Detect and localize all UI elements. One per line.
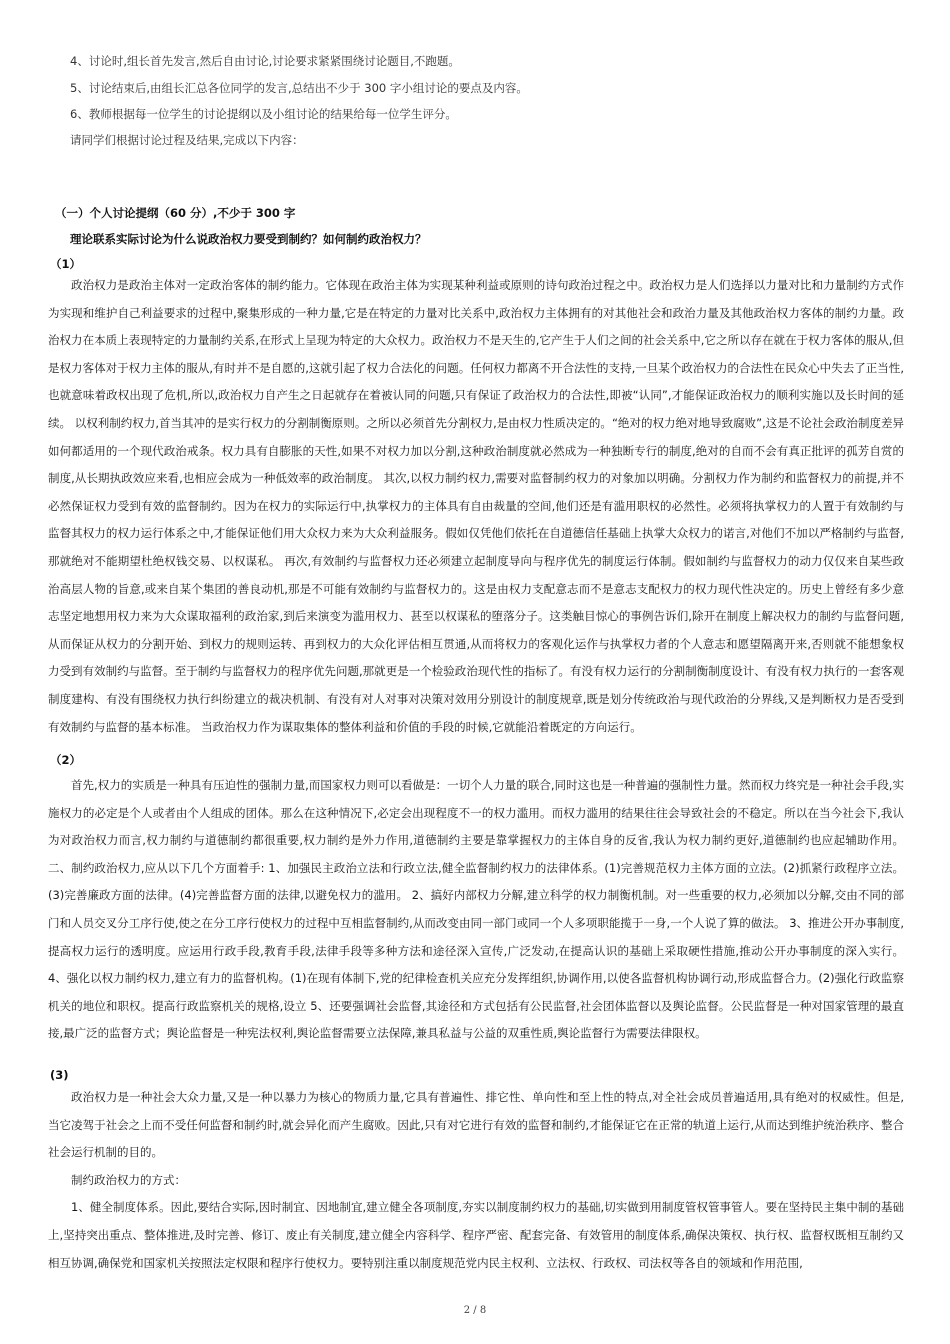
part-1-body bbox=[48, 272, 904, 741]
part-3-label: (3) bbox=[50, 1068, 69, 1082]
page-number: 2 / 8 bbox=[463, 1305, 487, 1316]
instruction-item-4: 4、讨论时,组长首先发言,然后自由讨论,讨论要求紧紧围绕讨论题目,不跑题。 bbox=[70, 54, 460, 68]
part-1-label: （1） bbox=[50, 257, 82, 271]
part-2-paragraph: 首先,权力的实质是一种具有压迫性的强制力量,而国家权力则可以看做是：一切个人力量的联合,同时这也是一种普遍的强制性力量。然而权力终究是一种社会手段,实施权力的必定是个人或者由个人组成的团体。那么在这种情况下,必定会出现程度不一的权力滥用。而权力滥用的结果往往会导致社会的不稳定。所以在当今社会下,我认为对政治权力而言,权力制约与道德制约都很重要,权力制约是外力作用,道德制约主要是靠掌握权力的主体自身的反省,我认为权力制约更好,道德制约也应起辅助作用。二、制约政治权力,应从以下几个方面着手: 1、加强民主政治立法和行政立法,健全监督制约权力的法律体系。(1)完善规范权力主体方面的立法。(2)抓紧行政程序立法。(3)完善廉政方面的法律。(4)完善监督方面的法律,以避免权力的滥用。 2、搞好内部权力分解,建立科学的权力制衡机制。对一些重要的权力,必须加以分解,交由不同的部门和人员交叉分工序行使,使之在分工序行使权力的过程中互相监督制约,从而改变由同一部门或同一个人多项职能揽于一身,一个人说了算的做法。 3、推进公开办事制度,提高权力运行的透明度。应运用行政手段,教育手段,法律手段等多种方法和途径深入宣传,广泛发动,在提高认识的基础上采取硬性措施,推动公开办事制度的深入实行。 4、强化以权力制约权力,建立有力的监督机构。(1)在现有体制下,党的纪律检查机关应充分发挥组织,协调作用,以使各监督机构协调行动,形成监督合力。(2)强化行政监察机关的地位和职权。提高行政监察机关的规格,设立 5、还要强调社会监督,其途径和方式包括有公民监督,社会团体监督以及舆论监督。公民监督是一种对国家管理的最直接,最广泛的监督方式；舆论监督是一种宪法权利,舆论监督需要立法保障,兼具私益与公益的双重性质,舆论监督行为需要法律限权。 bbox=[48, 778, 904, 1041]
discussion-question: 理论联系实际讨论为什么说政治权力要受到制约？如何制约政治权力？ bbox=[70, 232, 427, 246]
part-1-paragraph: 政治权力是政治主体对一定政治客体的制约能力。它体现在政治主体为实现某种利益或原则的诗句政治过程之中。政治权力是人们选择以力量对比和力量制约方式作为实现和维护自己利益要求的过程中,聚集形成的一种力量,它是在特定的力量对比关系中,政治权力主体拥有的对其他社会和政治力量及其他政治权力客体的制约力量。政治权力在本质上表现特定的力量制约关系,在形式上呈现为特定的大众权力。政治权力不是天生的,它产生于人们之间的社会关系中,它之所以存在就在于权力客体的服从,但是权力客体对于权力主体的服从,有时并不是自愿的,这就引起了权力合法化的问题。任何权力都离不开合法性的支持,一旦某个政治权力的合法性在民众心中失去了正当性,也就意味着政权出现了危机,所以,政治权力自产生之日起就存在着被认同的问题,只有保证了政治权力的合法性,即被“认同”,才能保证政治权力的顺利实施以及长时间的延续。 以权利制约权力,首当其冲的是实行权力的分割制衡原则。之所以必须首先分割权力,是由权力性质决定的。“绝对的权力绝对地导致腐败”,这是不论社会政治制度差异如何都适用的一个现代政治戒条。权力具有自膨胀的天性,如果不对权力加以分割,这种政治制度就必然成为一种独断专行的制度,绝对的自而不会有真正批评的孤芳自赏的制度,从长期执政效应来看,也相应会成为一种低效率的政治制度。 其次,以权力制约权力,需要对监督制约权力的对象加以明确。分割权力作为制约和监督权力的前提,并不必然保证权力受到有效的监督制约。因为在权力的实际运行中,执掌权力的主体具有自由裁量的空间,他们还是有滥用职权的必然性。必须将执掌权力的人置于有效制约与监督其权力的权力运行体系之中,才能保证他们用大众权力来为大众利益服务。假如仅凭他们依托在自道德信任基础上执掌大众权力的诺言,对他们不加以严格制约与监督,那就绝对不能期望杜绝权钱交易、以权谋私。 再次,有效制约与监督权力还必须建立起制度导向与程序优先的制度运行体制。假如制约与监督权力的动力仅仅来自某些政治高层人物的旨意,或来自某个集团的善良动机,那是不可能有效制约与监督权力的。这是由权力支配意志而不是意志支配权力的权力现代性决定的。历史上曾经有多少意志坚定地想用权力来为大众谋取福利的政治家,到后来演变为滥用权力、甚至以权谋私的堕落分子。这类触目惊心的事例告诉们,除开在制度上解决权力的制约与监督问题,从而保证从权力的分割开始、到权力的规则运转、再到权力的大众化评估相互贯通,从而将权力的客观化运作与执掌权力者的个人意志和愿望隔离开来,否则就不能想象权力受到有效制约与监督。至于制约与监督权力的程序优先问题,那就更是一个检验政治现代性的指标了。有没有权力运行的分割制衡制度设计、有没有权力执行的一套客观制度建构、有没有围绕权力执行纠纷建立的裁决机制、有没有对人对事对决策对效用分别设计的制度规章,既是划分传统政治与现代政治的分界线,又是判断权力是否受到有效制约与监督的基本标准。 当政治权力作为谋取集体的整体利益和价值的手段的时候,它就能沿着既定的方向运行。 bbox=[48, 278, 904, 734]
part-3-paragraph-1: 政治权力是一种社会大众力量,又是一种以暴力为核心的物质力量,它具有普遍性、排它性、单向性和至上性的特点,对全社会成员普遍适用,具有绝对的权威性。但是,当它凌驾于社会之上而不受任何监督和制约时,就会异化而产生腐败。因此,只有对它进行有效的监督和制约,才能保证它在正常的轨道上运行,从而达到维护统治秩序、整合社会运行机制的目的。 bbox=[48, 1090, 904, 1160]
part-2-body bbox=[48, 772, 904, 1048]
instruction-prompt: 请同学们根据讨论过程及结果,完成以下内容： bbox=[70, 133, 304, 147]
section-heading: （一）个人讨论提纲（60 分）,不少于 300 字 bbox=[55, 206, 296, 220]
part-3-body bbox=[48, 1084, 904, 1277]
part-2-label: （2） bbox=[50, 753, 82, 767]
instruction-item-6: 6、教师根据每一位学生的讨论提纲以及小组讨论的结果给每一位学生评分。 bbox=[70, 107, 457, 121]
part-3-paragraph-3: 1、健全制度体系。因此,要结合实际,因时制宜、因地制宜,建立健全各项制度,夯实以制度制约权力的基础,切实做到用制度管权管事管人。要在坚持民主集中制的基础上,坚持突出重点、整体推进,及时完善、修订、废止有关制度,建立健全内容科学、程序严密、配套完备、有效管用的制度体系,确保决策权、执行权、监督权既相互制约又相互协调,确保党和国家机关按照法定权限和程序行使权力。要特别注重以制度规范党内民主权利、立法权、行政权、司法权等各自的领域和作用范围, bbox=[48, 1200, 904, 1270]
part-3-paragraph-2: 制约政治权力的方式： bbox=[71, 1172, 186, 1187]
instruction-item-5: 5、讨论结束后,由组长汇总各位同学的发言,总结出不少于 300 字小组讨论的要点及内容。 bbox=[70, 81, 528, 95]
